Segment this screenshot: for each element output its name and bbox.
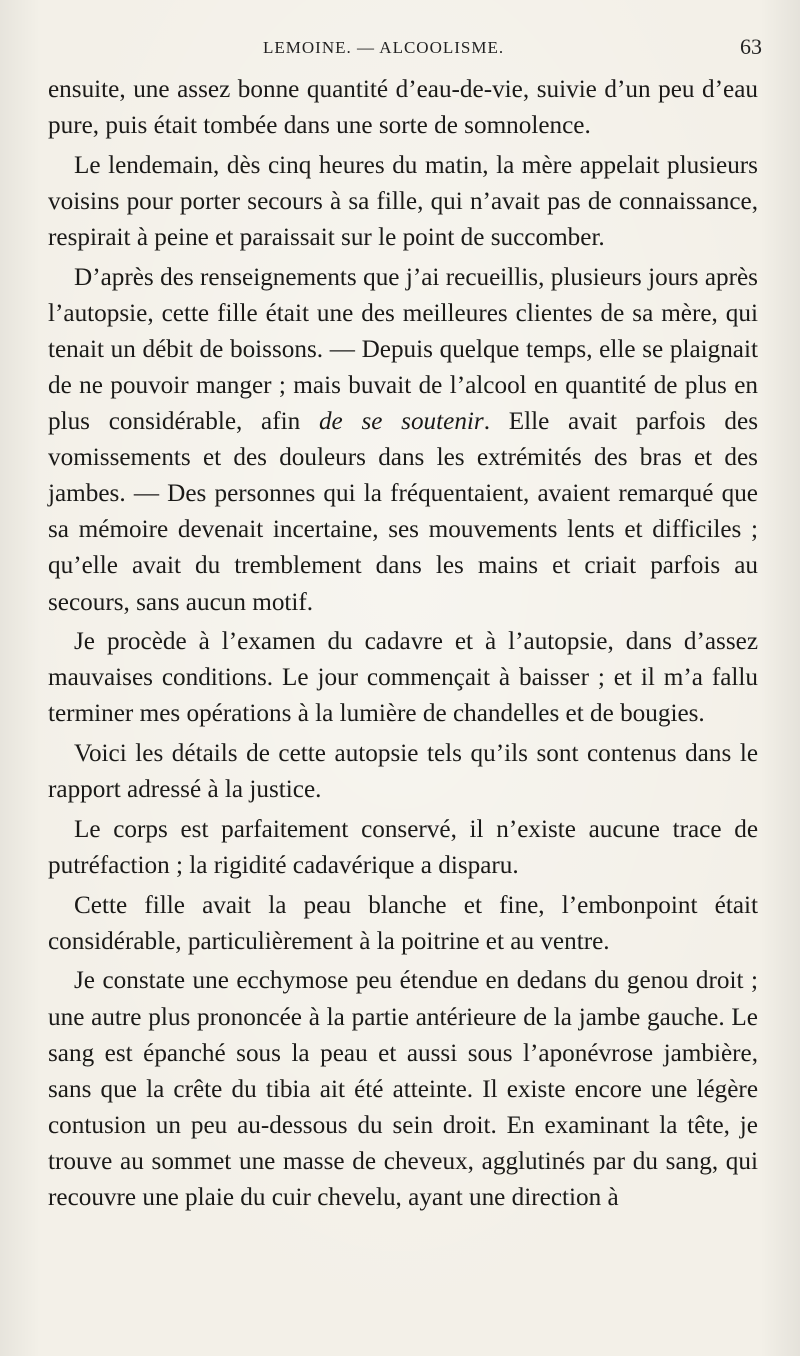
paragraph-text: . Elle avait parfois des vomissements et des douleurs dans les extrémités des bras et des jambes. — Des personnes qui la fréquentaient, avaient remarqué que sa mémoire devenait incertaine, ses mouvements lents et difficiles ; qu’elle avait du tremblement dans les mains et criait parfois au secours, sans aucun motif.: [48, 408, 758, 616]
show-through-text: [170, 16, 175, 34]
paragraph: Voici les détails de cette autopsie tels qu’ils sont contenus dans le rapport adressé à la justice.: [48, 740, 758, 804]
paragraph: Je procède à l’examen du cadavre et à l’autopsie, dans d’assez mauvaises conditions. Le jour commençait à baisser ; et il m’a fallu terminer mes opérations à la lumière de chandelles et de bougies.: [48, 628, 758, 728]
paragraph-text: D’après des renseignements que j’ai recueillis, plusieurs jours après l’autopsie, cette fille était une des meilleures clientes de sa mère, qui tenait un débit de boissons. — Depuis quelque temps, elle se plaignait de ne pouvoir manger ; mais buvait de l’alcool en quantité de plus en plus considérable, afin: [48, 263, 758, 436]
paragraph: Je constate une ecchymose peu étendue en dedans du genou droit ; une autre plus prononcée à la partie antérieure de la jambe gauche. Le sang est épanché sous la peau et aussi sous l’aponévrose jambière, sans que la crête du tibia ait été atteinte. Il existe encore une légère contusion un peu au-dessous du sein droit. En examinant la tête, je trouve au sommet une masse de cheveux, agglutinés par du sang, qui recouvre une plaie du cuir chevelu, ayant une direction à: [48, 967, 758, 1211]
page-number: 63: [740, 34, 762, 59]
page-header: [48, 36, 762, 66]
running-head: LEMOINE. — ALCOOLISME.: [263, 38, 505, 57]
body-text: [48, 72, 758, 1216]
italic-phrase: de se soutenir: [318, 408, 484, 436]
paragraph: Cette fille avait la peau blanche et fine, l’embonpoint était considérable, particulièrement à la poitrine et au ventre.: [48, 891, 758, 955]
paragraph: Le lendemain, dès cinq heures du matin, la mère appelait plusieurs voisins pour porter secours à sa fille, qui n’avait pas de connaissance, respirait à peine et paraissait sur le point de succomber.: [48, 151, 758, 251]
paragraph: [48, 260, 758, 621]
paragraph: Le corps est parfaitement conservé, il n’existe aucune trace de putréfaction ; la rigidité cadavérique a disparu.: [48, 815, 758, 879]
paragraph: ensuite, une assez bonne quantité d’eau-de-vie, suivie d’un peu d’eau pure, puis était tombée dans une sorte de somnolence.: [48, 76, 758, 140]
